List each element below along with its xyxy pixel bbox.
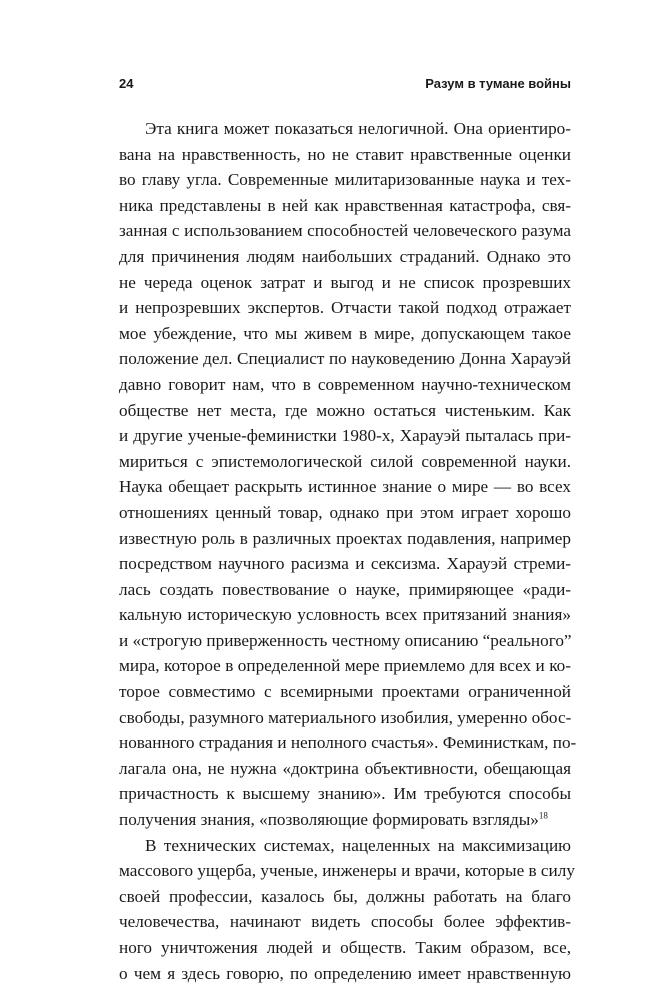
text-line-last: [119, 807, 571, 833]
text-line: своей профессии, казалось бы, должны работать на благо: [119, 886, 571, 906]
text-line: Эта книга может показаться нелогичной. Она ориентиро-: [145, 119, 571, 138]
text-line: свободы, разумного материального изобилия, умеренно обос-: [119, 707, 572, 727]
chapter-title: Разум в тумане войны: [425, 76, 571, 91]
text-line: не череда оценок затрат и выгод и не список прозревших: [119, 272, 571, 292]
text-line: и другие ученые-феминистки 1980-х, Харауэй пыталась при-: [119, 426, 571, 446]
body-text: [119, 116, 577, 986]
text-line: нованного страдания и неполного счастья». Феминисткам, по-: [119, 733, 577, 753]
text-line: известную роль в различных проектах подавления, например: [119, 528, 571, 548]
text-line: и «строгую приверженность честному описанию “реального”: [119, 630, 572, 650]
text-line: В технических системах, нацеленных на максимизацию: [145, 835, 571, 855]
text-line-content: получения знания, «позволяющие формировать взгляды»: [119, 810, 539, 830]
text-line: лась создать повествование о науке, примиряющее «ради-: [119, 579, 571, 599]
page-number: 24: [119, 76, 134, 91]
text-line: ника представлены в ней как нравственная катастрофа, свя-: [119, 195, 571, 215]
text-line: посредством научного расизма и сексизма. Харауэй стреми-: [119, 554, 571, 574]
text-line: кальную историческую условность всех притязаний знания»: [119, 605, 571, 625]
text-line: массового ущерба, ученые, инженеры и врачи, которые в силу: [119, 861, 575, 881]
text-line: занная с использованием способностей человеческого разума: [119, 221, 571, 241]
text-line: отношениях ценный товар, однако при этом играет хорошо: [119, 502, 571, 522]
text-line: и непрозревших экспертов. Отчасти такой подход отражает: [119, 298, 571, 318]
text-line: мое убеждение, что мы живем в мире, допускающем такое: [119, 323, 571, 343]
text-line: для причинения людям наибольших страданий. Однако это: [119, 246, 571, 266]
text-line: положение дел. Специалист по науковедению Донна Харауэй: [119, 349, 571, 369]
text-line: во главу угла. Современные милитаризованные наука и тех-: [119, 170, 571, 190]
text-line: человечества, начинают видеть способы более эффектив-: [119, 912, 571, 932]
text-line: Наука обещает раскрыть истинное знание о мире — во всех: [119, 477, 571, 497]
text-line: лагала она, не нужна «доктрина объективности, обещающая: [119, 758, 571, 778]
text-line: давно говорит нам, что в современном научно-техническом: [119, 374, 571, 394]
text-line: торое совместимо с всемирными проектами ограниченной: [119, 682, 571, 702]
text-line: вана на нравственность, но не ставит нравственные оценки: [119, 144, 571, 164]
text-line: мира, которое в определенной мере приемлемо для всех и ко-: [119, 656, 571, 676]
paragraph-1: [119, 116, 577, 833]
running-head: [119, 76, 571, 98]
paragraph-2: [119, 833, 575, 987]
text-line: мириться с эпистемологической силой современной науки.: [119, 451, 571, 471]
text-line: ного уничтожения людей и обществ. Таким образом, все,: [119, 938, 571, 957]
footnote-marker[interactable]: 18: [538, 810, 548, 821]
text-line: обществе нет места, где можно остаться чистеньким. Как: [119, 400, 571, 420]
text-line: причастность к высшему знанию». Им требуются способы: [119, 784, 571, 804]
text-line: о чем я здесь говорю, по определению имеет нравственную: [119, 963, 571, 983]
